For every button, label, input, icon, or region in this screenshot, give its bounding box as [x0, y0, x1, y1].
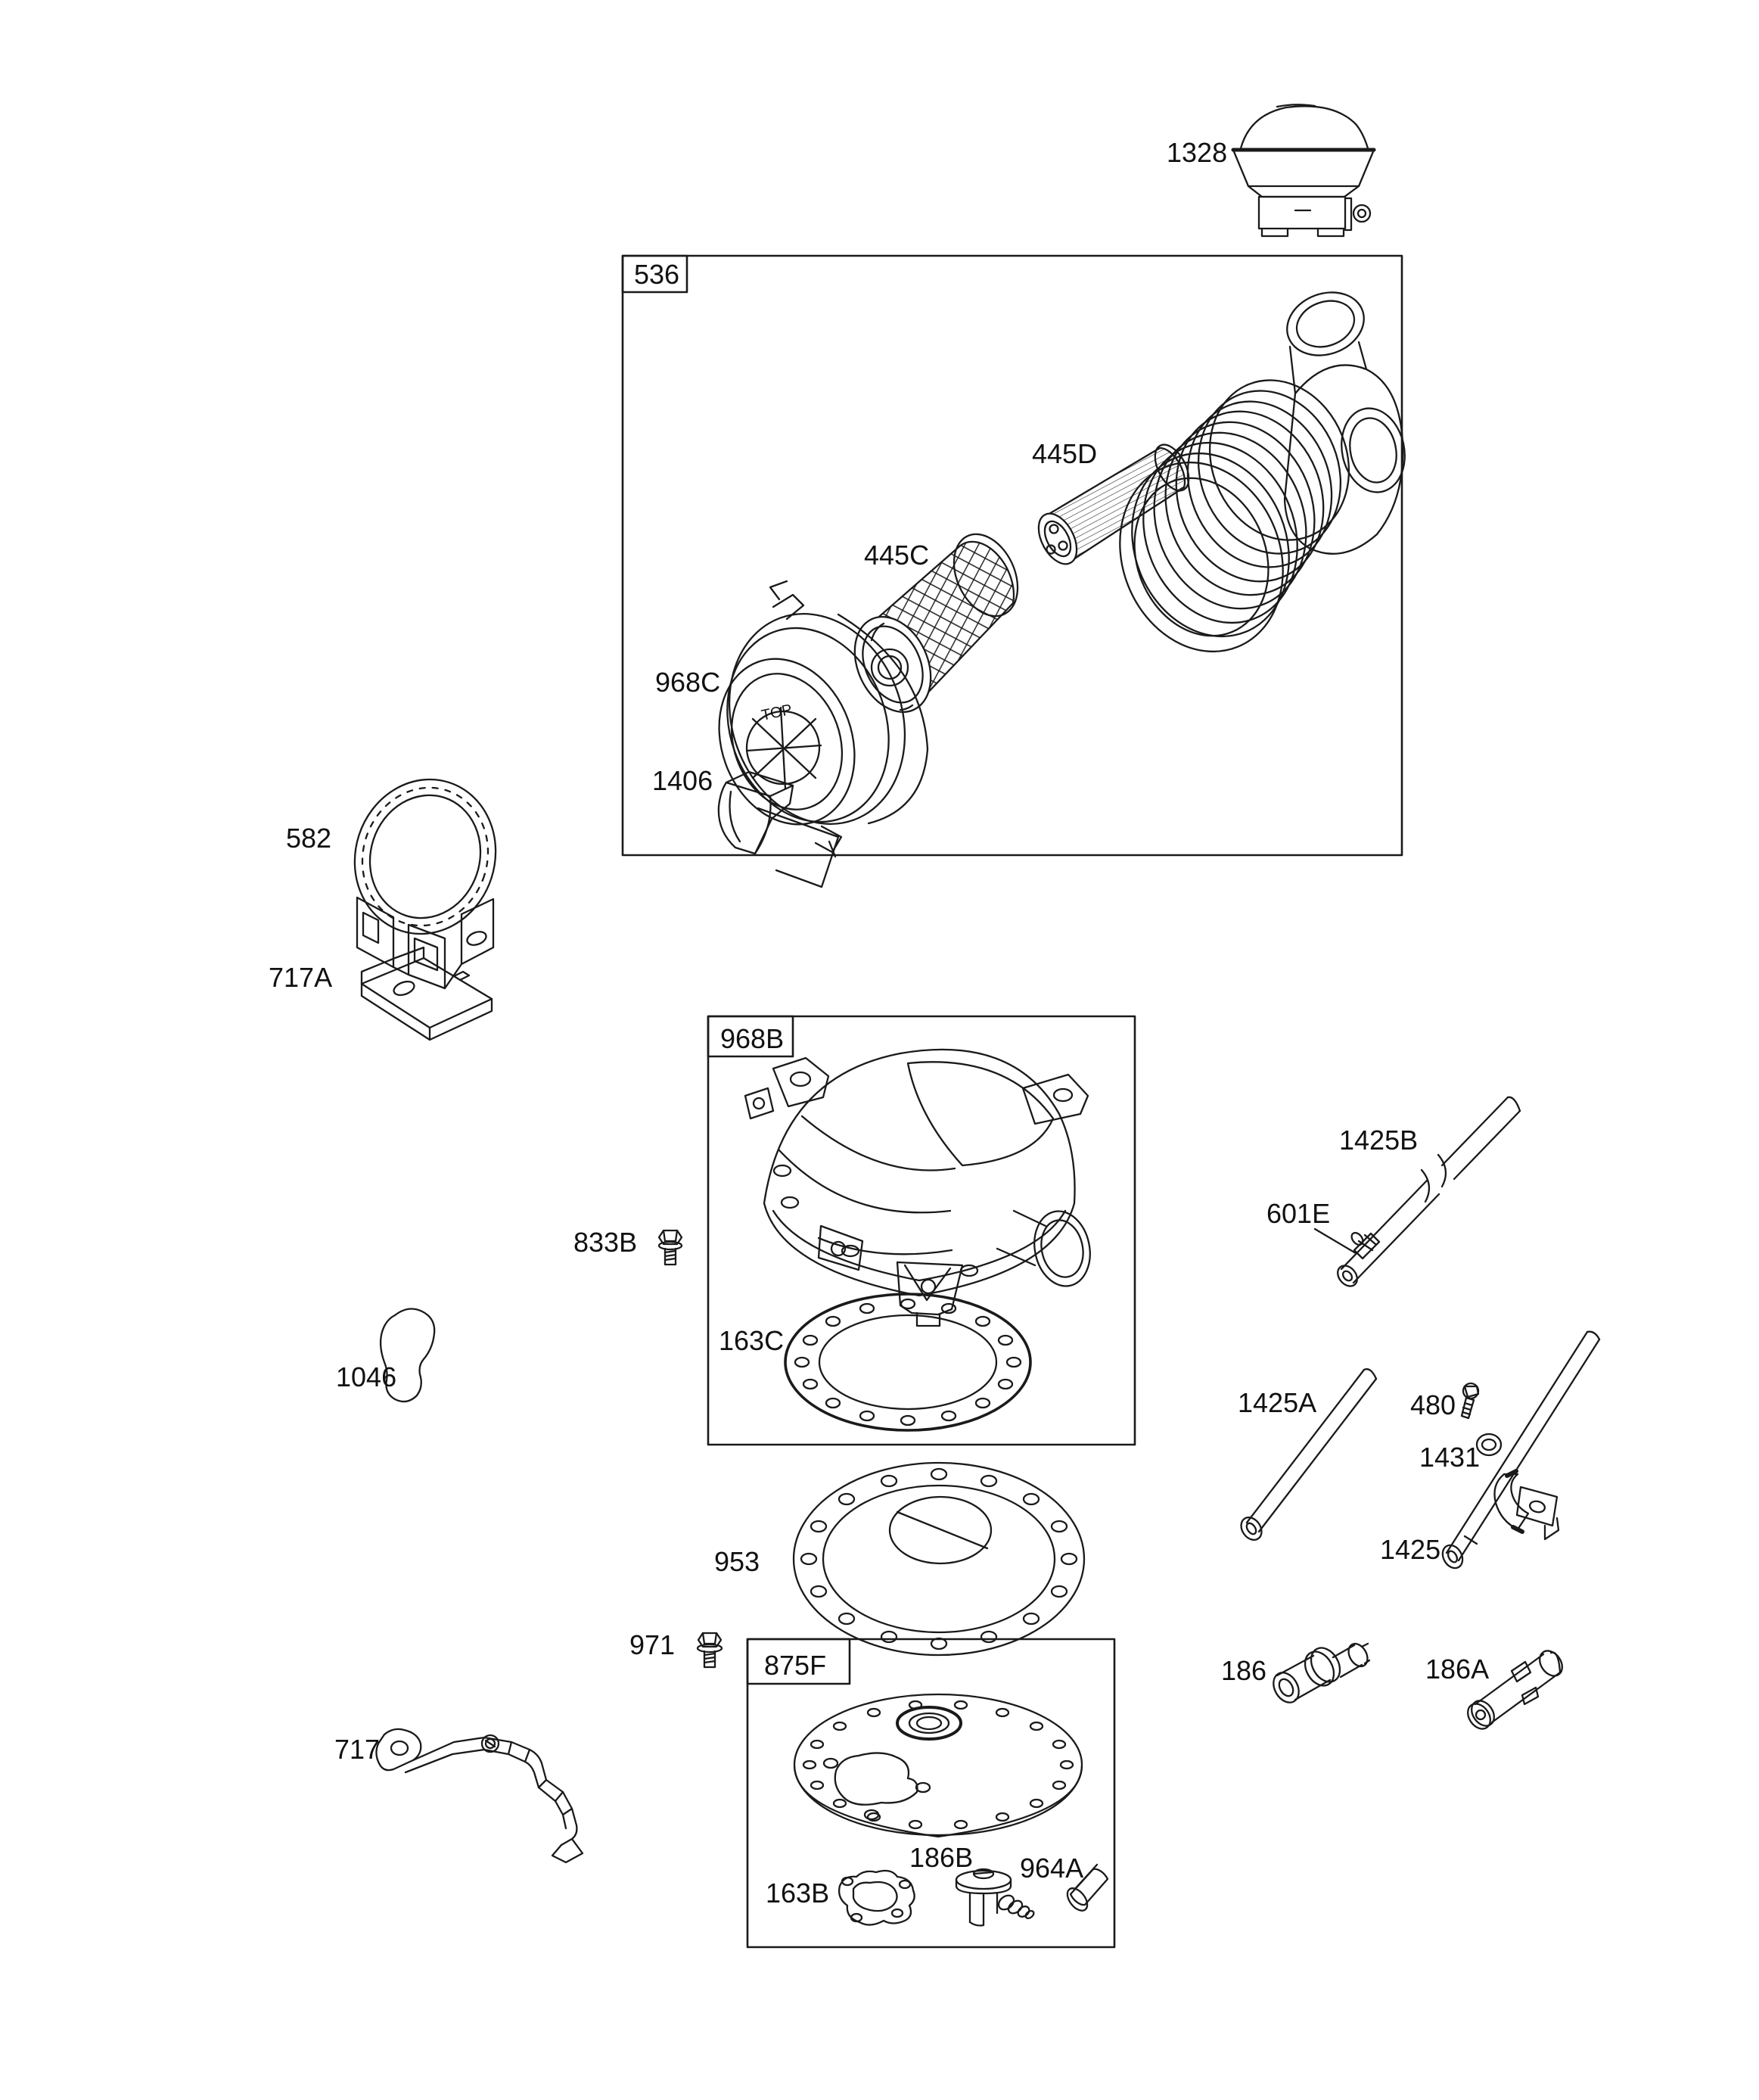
label-1425B: 1425B [1339, 1125, 1419, 1156]
label-833B: 833B [573, 1227, 638, 1258]
part-480-screw [1462, 1383, 1478, 1418]
part-953-diaphragm [794, 1463, 1084, 1655]
part-601E-clamp [1315, 1229, 1379, 1258]
part-582-support-bracket [335, 761, 516, 988]
label-445C: 445C [864, 540, 930, 571]
label-480: 480 [1410, 1389, 1456, 1420]
label-717: 717 [334, 1734, 381, 1765]
label-1431: 1431 [1419, 1442, 1481, 1473]
top-embossed-marking: TOP [760, 701, 794, 724]
label-186: 186 [1221, 1655, 1267, 1686]
label-968C: 968C [655, 667, 721, 698]
part-163C-gasket [785, 1294, 1030, 1430]
label-601E: 601E [1266, 1198, 1331, 1229]
label-536: 536 [634, 259, 680, 290]
part-833B-screw [659, 1230, 682, 1265]
cover-outlet-port [1027, 1206, 1096, 1292]
label-163C: 163C [719, 1325, 785, 1356]
part-971-screw [698, 1633, 722, 1667]
label-1406: 1406 [652, 765, 713, 796]
label-582: 582 [286, 823, 332, 854]
label-953: 953 [714, 1546, 760, 1577]
housing-top-port [1278, 282, 1372, 366]
part-717-support-bracket [376, 1729, 583, 1862]
label-968B: 968B [720, 1023, 785, 1054]
part-163B-gasket [839, 1871, 915, 1925]
part-186-fitting [1269, 1641, 1372, 1707]
leader-line-601E [1315, 1229, 1356, 1253]
label-163B: 163B [766, 1878, 830, 1909]
label-186B: 186B [909, 1842, 974, 1873]
part-968B-cover-housing [745, 1050, 1097, 1326]
label-875F: 875F [764, 1650, 827, 1681]
label-717A: 717A [269, 962, 333, 993]
part-1328-pre-cleaner-cap [1233, 104, 1374, 236]
part-875F-plate [794, 1694, 1082, 1837]
label-186A: 186A [1425, 1654, 1490, 1685]
label-971: 971 [629, 1629, 676, 1660]
part-1431-washer [1477, 1434, 1501, 1455]
label-1425A: 1425A [1238, 1387, 1317, 1418]
label-445D: 445D [1032, 438, 1098, 469]
label-1328: 1328 [1167, 137, 1228, 168]
label-1046: 1046 [336, 1361, 397, 1392]
group-box-968B [708, 1016, 1135, 1445]
label-1425: 1425 [1380, 1534, 1441, 1565]
label-964A: 964A [1020, 1853, 1084, 1884]
